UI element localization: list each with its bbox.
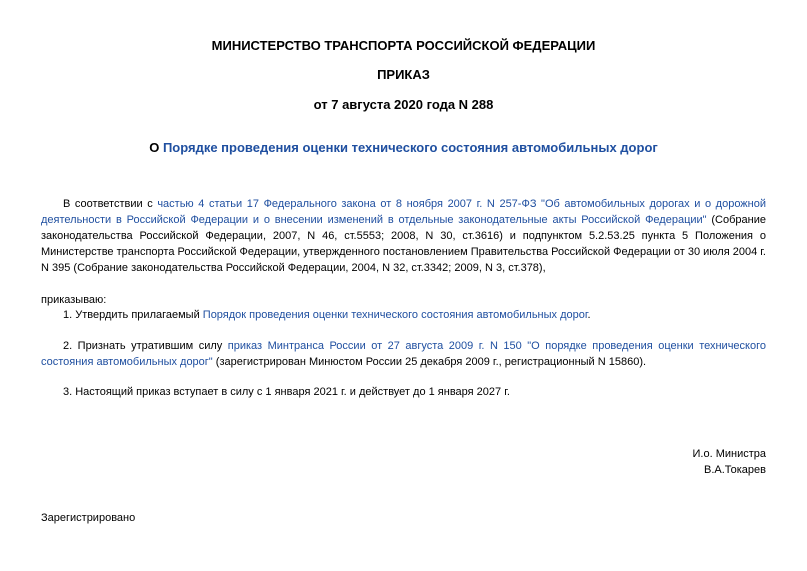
ministry-heading: МИНИСТЕРСТВО ТРАНСПОРТА РОССИЙСКОЙ ФЕДЕРАЦИИ	[211, 38, 596, 53]
item-1	[41, 307, 766, 323]
signatory-name: В.А.Токарев	[703, 464, 766, 476]
item-2	[41, 338, 766, 370]
signatory-position: И.о. Министра	[692, 448, 766, 460]
item-1-suffix: .	[587, 309, 591, 321]
law-link[interactable]: частью 4 статьи 17 Федерального закона от 8 ноября 2007 г. N 257-ФЗ "Об автомобильных дорогах и о дорожной деятельности в Российской Федерации и о внесении изменений в отдельные законодательные акты Российской Федерации"	[41, 198, 767, 226]
title-link[interactable]: Порядке проведения оценки технического состояния автомобильных дорог	[162, 140, 658, 155]
repealed-order-link[interactable]: приказ Минтранса России от 27 августа 2009 г. N 150 "О порядке проведения оценки технического состояния автомобильных дорог"	[41, 340, 766, 368]
item-3: 3. Настоящий приказ вступает в силу с 1 января 2021 г. и действует до 1 января 2027 г.	[63, 386, 510, 398]
order-word: приказываю:	[41, 294, 107, 306]
preamble-intro: В соответствии с	[63, 198, 158, 210]
title-prefix: О	[149, 140, 163, 155]
item-2-prefix: 2. Признать утратившим силу	[63, 340, 228, 352]
document-title	[0, 140, 807, 156]
registered-label: Зарегистрировано	[41, 512, 136, 524]
doc-type-heading: ПРИКАЗ	[377, 67, 430, 82]
item-1-prefix: 1. Утвердить прилагаемый	[63, 309, 203, 321]
procedure-link[interactable]: Порядок проведения оценки технического состояния автомобильных дорог	[202, 309, 588, 321]
item-2-suffix: (зарегистрирован Минюстом России 25 декабря 2009 г., регистрационный N 15860).	[212, 356, 647, 368]
date-number-heading: от 7 августа 2020 года N 288	[313, 97, 494, 112]
preamble-rest: (Собрание законодательства Российской Федерации, 2007, N 46, ст.5553; 2008, N 30, ст.3616) и подпунктом 5.2.53.25 пункта 5 Положения о Министерстве транспорта Российской Федерации, утвержденного постановлением Правительства Российской Федерации от 30 июля 2004 г. N 395 (Собрание законодательства Российской Федерации, 2004, N 32, ст.3342; 2009, N 3, ст.378),	[41, 214, 766, 274]
preamble-paragraph	[41, 196, 766, 276]
